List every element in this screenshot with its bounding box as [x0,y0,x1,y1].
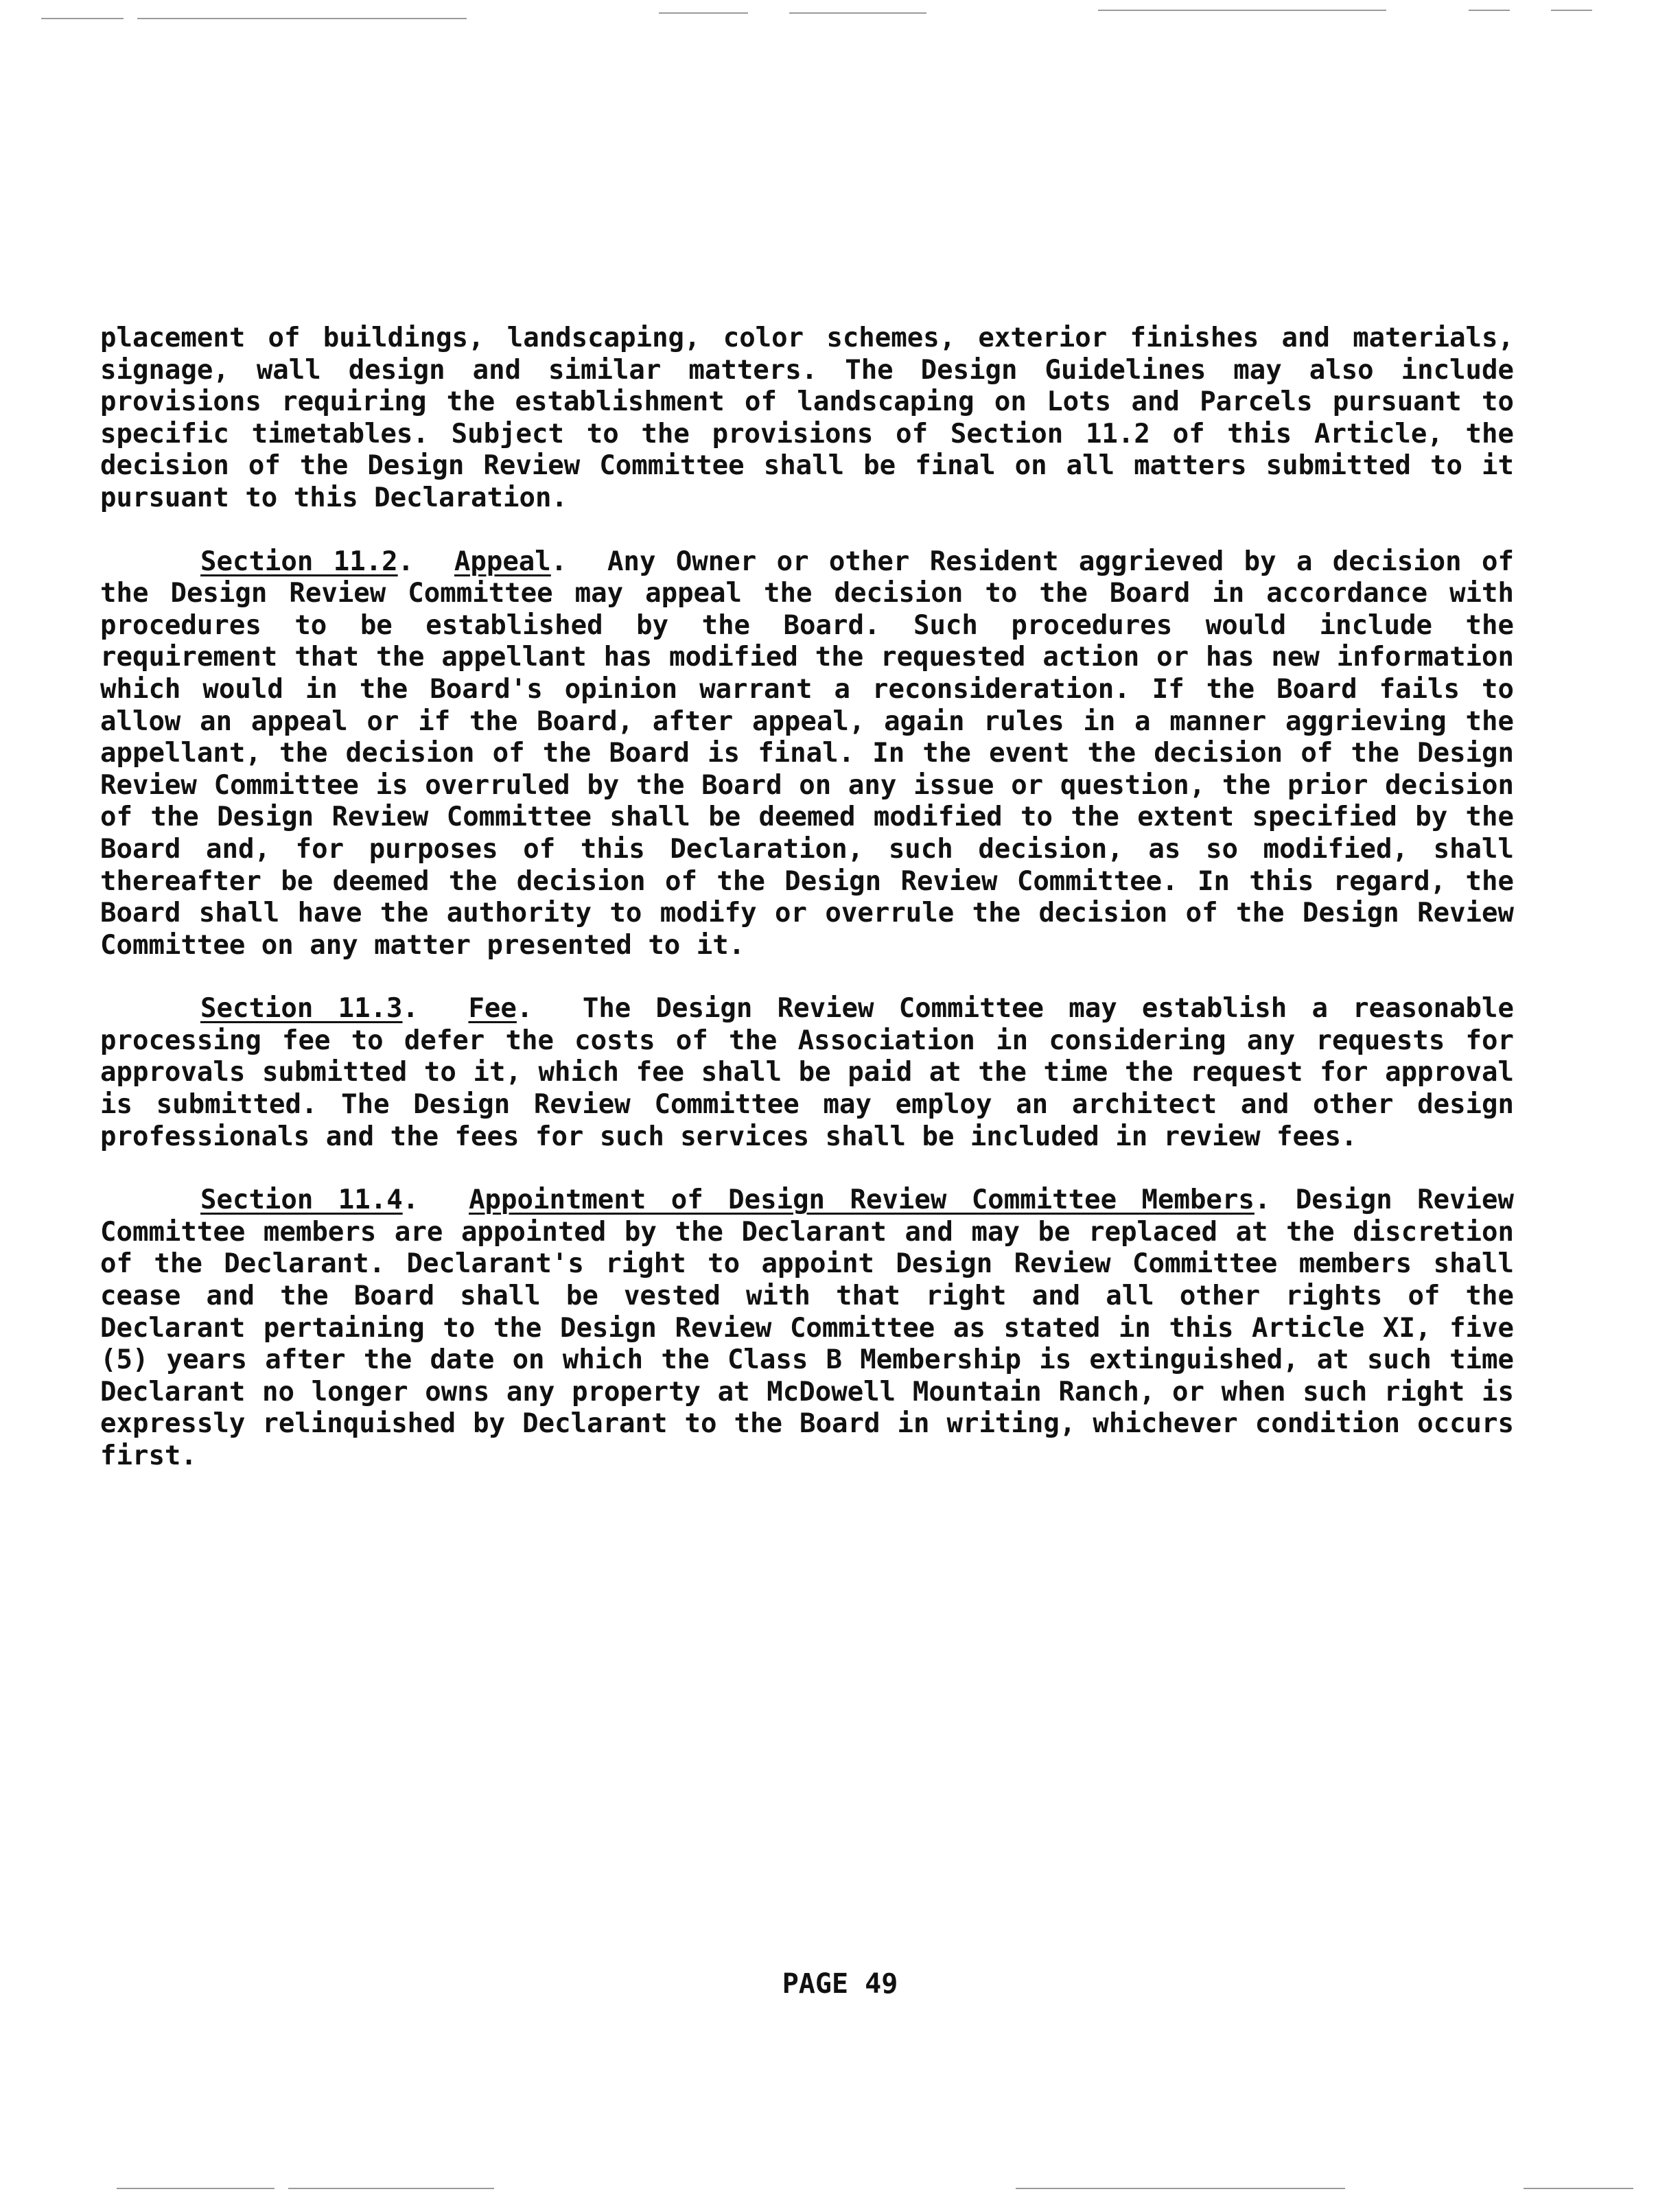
scan-artifact [1469,10,1510,11]
scan-artifact [247,18,467,19]
scan-artifact [137,18,247,19]
section-11-4: Section 11.4. Appointment of Design Review Committee Members. Design Review Committee members are appointed by the Declarant and may be replaced at the discretion of the Declarant. Declarant's right to appoint Design Review Committee members shall cease and the Board shall be vested with that right and all other rights of the Declarant pertaining to the Design Review Committee as stated in this Article XI, five (5) years after the date on which the Class B Membership is extinguished, at such time Declarant no longer owns any property at McDowell Mountain Ranch, or when such right is expressly relinquished by Declarant to the Board in writing, whichever condition occurs first. [100,1184,1514,1471]
section-text: Any Owner or other Resident aggrieved by a decision of the Design Review Committee may appeal the decision to the Board in accordance with procedures to be established by the Board. Such procedures would include the requirement that the appellant has modified the requested action or has new information which would in the Board's opinion warrant a reconsideration. If the Board fails to allow an appeal or if the Board, after appeal, again rules in a manner aggrieving the appellant, the decision of the Board is final. In the event the decision of the Design Review Committee is overruled by the Board on any issue or question, the prior decision of the Design Review Committee shall be deemed modified to the extent specified by the Board and, for purposes of this Declaration, such decision, as so modified, shall thereafter be deemed the decision of the Design Review Committee. In this regard, the Board shall have the authority to modify or overrule the decision of the Design Review Committee on any matter presented to it. [100,546,1514,961]
scan-artifact [1524,2188,1633,2189]
section-number: Section 11.3 [200,993,403,1025]
section-number: Section 11.2 [200,546,398,577]
section-11-3: Section 11.3. Fee. The Design Review Committee may establish a reasonable processing fee to defer the costs of the Association in considering any requests for approvals submitted to it, which fee shall be paid at the time the request for approval is submitted. The Design Review Committee may employ an architect and other design professionals and the fees for such services shall be included in review fees. [100,993,1514,1152]
scan-artifact [789,12,926,14]
scan-artifact [1016,2188,1345,2189]
section-11-2: Section 11.2. Appeal. Any Owner or other Resident aggrieved by a decision of the Design Review Committee may appeal the decision to the Board in accordance with procedures to be established by the Board. Such procedures would include the requirement that the appellant has modified the requested action or has new information which would in the Board's opinion warrant a reconsideration. If the Board fails to allow an appeal or if the Board, after appeal, again rules in a manner aggrieving the appellant, the decision of the Board is final. In the event the decision of the Design Review Committee is overruled by the Board on any issue or question, the prior decision of the Design Review Committee shall be deemed modified to the extent specified by the Board and, for purposes of this Declaration, such decision, as so modified, shall thereafter be deemed the decision of the Design Review Committee. In this regard, the Board shall have the authority to modify or overrule the decision of the Design Review Committee on any matter presented to it. [100,546,1514,961]
section-heading: Appeal [454,546,551,577]
section-text: The Design Review Committee may establish a reasonable processing fee to defer the costs of the Association in considering any requests for approvals submitted to it, which fee shall be paid at the time the request for approval is submitted. The Design Review Committee may employ an architect and other design professionals and the fees for such services shall be included in review fees. [100,993,1514,1152]
scan-artifact [41,18,124,19]
scan-artifact [117,2188,275,2189]
section-text: Design Review Committee members are appointed by the Declarant and may be replaced at the discretion of the Declarant. Declarant's right to appoint Design Review Committee members shall cease and the Board shall be vested with that right and all other rights of the Declarant pertaining to the Design Review Committee as stated in this Article XI, five (5) years after the date on which the Class B Membership is extinguished, at such time Declarant no longer owns any property at McDowell Mountain Ranch, or when such right is expressly relinquished by Declarant to the Board in writing, whichever condition occurs first. [100,1184,1514,1471]
section-number: Section 11.4 [200,1184,403,1216]
section-heading: Appointment of Design Review Committee Members [469,1184,1255,1216]
section-heading: Fee [468,993,517,1025]
paragraph-text: placement of buildings, landscaping, color schemes, exterior finishes and materials, signage, wall design and similar matters. The Design Guidelines may also include provisions requiring the establishment of landscaping on Lots and Parcels pursuant to specific timetables. Subject to the provisions of Section 11.2 of this Article, the decision of the Design Review Committee shall be final on all matters submitted to it pursuant to this Declaration. [100,323,1514,513]
scan-artifact [1551,10,1592,11]
document-body [100,323,1514,1504]
scan-artifact [659,12,748,14]
page-number: PAGE 49 [782,1968,898,2000]
paragraph-intro [100,323,1514,515]
scan-artifact [1098,10,1386,11]
scan-artifact [288,2188,494,2189]
